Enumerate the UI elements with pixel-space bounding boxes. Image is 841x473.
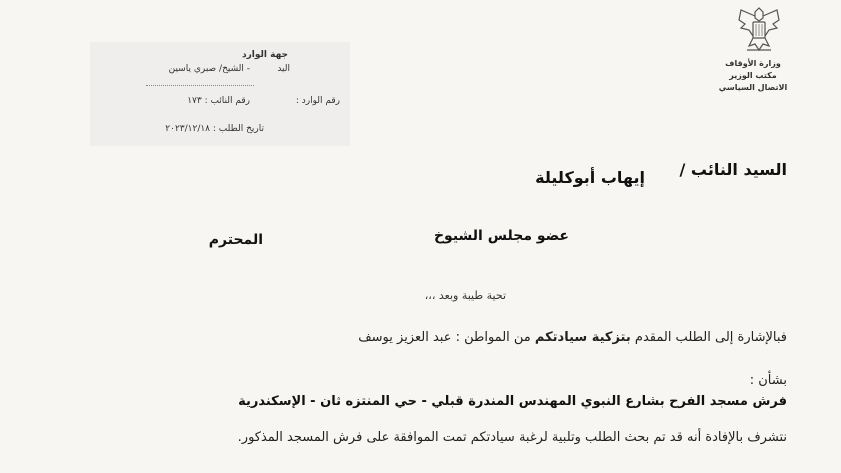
from-dotted-line [146,85,254,86]
request-date: تاريخ الطلب : ٢٠٢٣/١٢/١٨ [165,124,264,134]
recommendation-text: بتزكية سيادتكم [534,330,631,345]
addressee-name: إيهاب أبوكليلة [535,168,645,187]
response-paragraph: نتشرف بالإفادة أنه قد تم بحث الطلب وتلبية لرغبة سيادتكم تمت الموافقة على فرش المسجد المذكور. [237,430,787,445]
reference-text: فبالإشارة إلى الطلب المقدم [634,330,787,345]
incoming-number-label: رقم الوارد : [295,96,340,106]
deputy-number: رقم النائب : ١٧٣ [187,96,250,106]
incoming-header: جهة الوارد [241,50,288,60]
eagle-emblem-icon [735,2,783,56]
political-liaison: الاتصال السياسي [718,83,788,92]
incoming-info-box [90,42,350,146]
citizen-text: من المواطن : عبد العزيز يوسف [358,330,531,345]
greeting: تحية طيبة وبعد ،،، [424,289,506,302]
ministry-name: وزارة الأوقاف [725,59,781,68]
paragraph-reference [358,330,787,345]
addressee-title: السيد النائب / [679,160,787,179]
minister-office: مكتب الوزير [729,71,777,80]
council-membership: عضو مجلس الشيوخ [433,228,569,244]
incoming-from-label: اليد [277,64,290,74]
ministry-header [713,58,793,94]
subject-label: بشأن : [749,373,787,388]
incoming-from-value: - الشيخ/ صبري ياسين [168,64,250,74]
subject-text: فرش مسجد الفرح بشارع النبوي المهندس المندرة قبلي - حي المنتزه ثان - الإسكندرية [238,394,787,409]
honorific: المحترم [208,232,263,248]
